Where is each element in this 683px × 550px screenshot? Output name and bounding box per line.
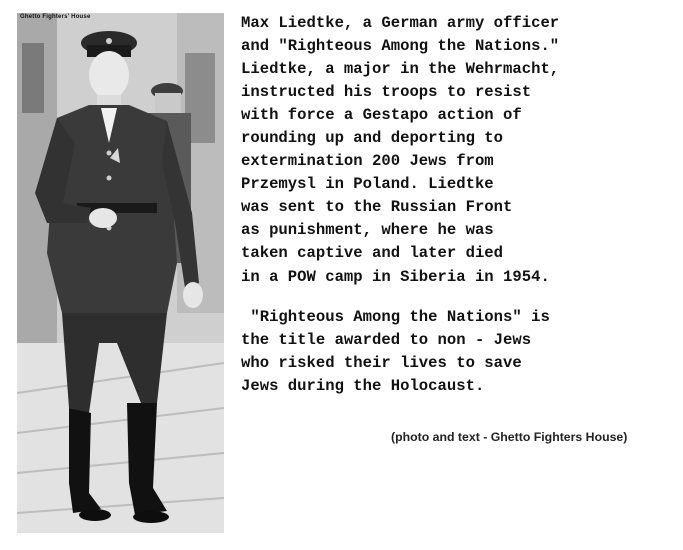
caption-text (241, 12, 671, 398)
text-line: instructed his troops to resist (241, 83, 532, 102)
text-line: extermination 200 Jews from (241, 152, 494, 171)
text-line: was sent to the Russian Front (241, 198, 513, 217)
text-line: in a POW camp in Siberia in 1954. (241, 267, 550, 286)
text-line: Przemysl in Poland. Liedtke (241, 175, 494, 194)
text-line: and "Righteous Among the Nations." (241, 37, 560, 56)
text-line: Liedtke, a major in the Wehrmacht, (241, 60, 560, 79)
portrait-illustration (17, 13, 224, 533)
photo-watermark: Ghetto Fighters' House (20, 14, 91, 20)
text-line: as punishment, where he was (241, 221, 494, 240)
text-line: who risked their lives to save (241, 353, 522, 372)
text-line: "Righteous Among the Nations" is (241, 307, 550, 326)
paragraph-definition (241, 306, 671, 398)
text-line: taken captive and later died (241, 244, 504, 263)
photo-credit: (photo and text - Ghetto Fighters House) (391, 430, 628, 444)
text-line: Jews during the Holocaust. (241, 376, 485, 395)
paragraph-biography (241, 12, 671, 289)
text-line: Max Liedtke, a German army officer (241, 14, 560, 32)
text-line: rounding up and deporting to (241, 129, 504, 148)
portrait-photo (17, 13, 224, 533)
text-line: with force a Gestapo action of (241, 106, 522, 125)
text-line: the title awarded to non - Jews (241, 330, 532, 349)
